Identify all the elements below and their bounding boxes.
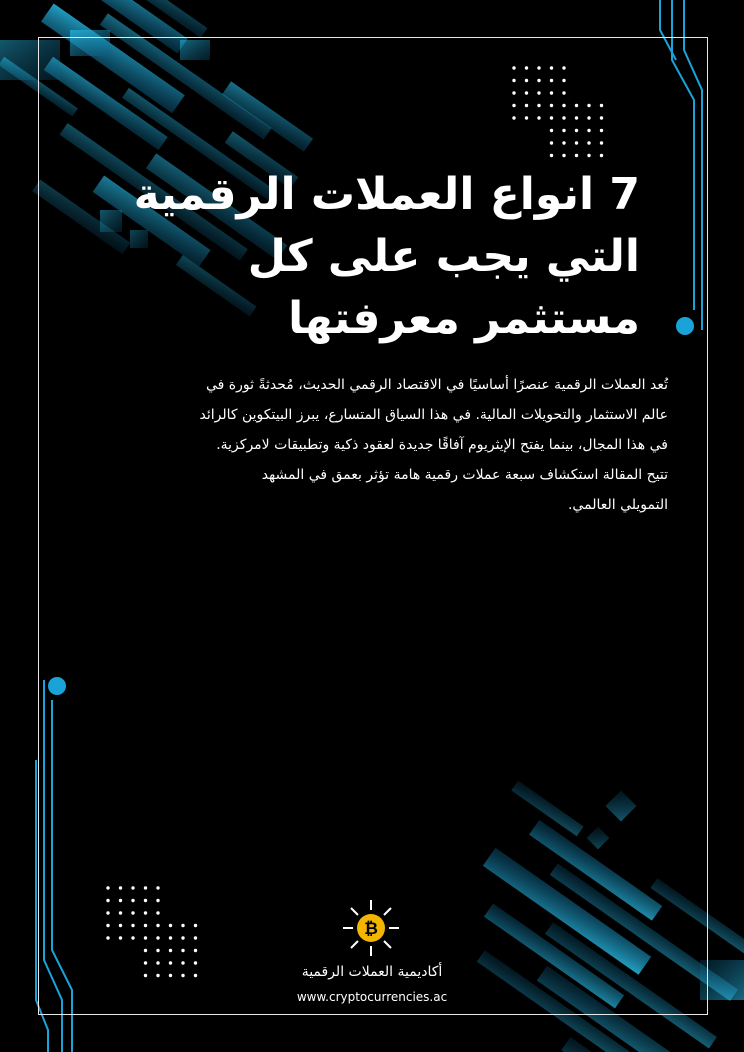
paragraph-line-5: التمويلي العالمي. — [567, 497, 668, 513]
paragraph-line-2: عالم الاستثمار والتحويلات المالية. في هذا السياق المتسارع، يبرز البيتكوين كالرائد — [199, 407, 668, 423]
title-line-2: التي يجب على كل — [247, 231, 640, 282]
brand-url: www.cryptocurrencies.ac — [296, 990, 448, 1004]
page-title — [80, 164, 640, 350]
brand-name: أكاديمية العملات الرقمية — [301, 964, 443, 980]
paragraph-line-1: تُعد العملات الرقمية عنصرًا أساسيًا في الاقتصاد الرقمي الحديث، مُحدثةً ثورة في — [205, 377, 668, 393]
bitcoin-coin-icon — [341, 898, 401, 958]
paragraph-line-4: تتيح المقالة استكشاف سبعة عملات رقمية هامة تؤثر بعمق في المشهد — [261, 467, 668, 483]
intro-paragraph — [108, 370, 668, 520]
coin-symbol: ₿ — [364, 919, 378, 939]
title-line-1: 7 انواع العملات الرقمية — [133, 169, 640, 220]
paragraph-line-3: في هذا المجال، بينما يفتح الإيثريوم آفاقًا جديدة لعقود ذكية وتطبيقات لامركزية. — [216, 437, 668, 453]
title-line-3: مستثمر معرفتها — [288, 293, 640, 344]
